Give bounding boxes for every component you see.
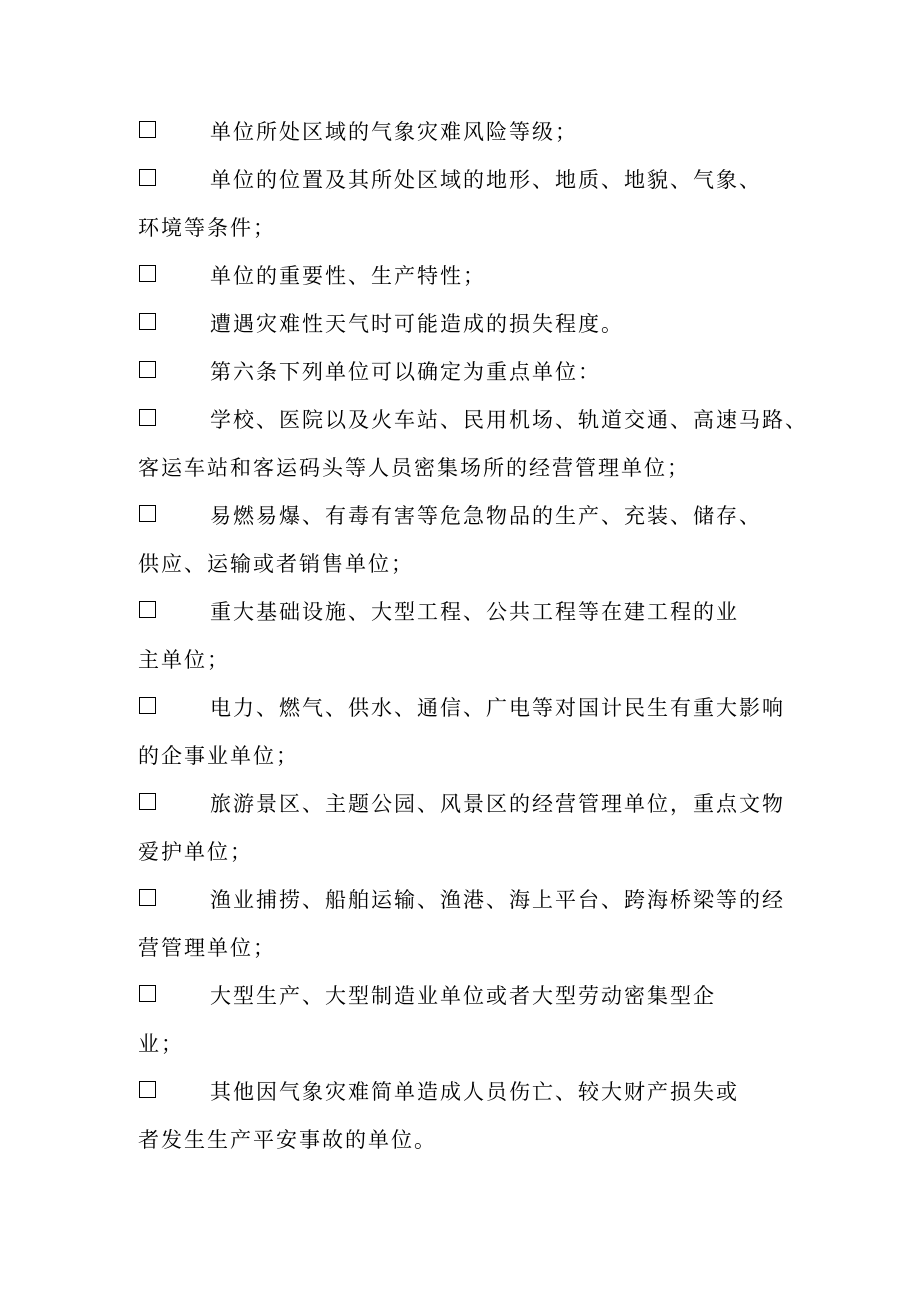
checklist-item-13: [138, 1068, 798, 1164]
item-text-line: 主单位；: [138, 648, 230, 672]
item-text-line: 客运车站和客运码头等人员密集场所的经营管理单位；: [138, 456, 690, 480]
item-text-line: 单位的位置及其所处区域的地形、地质、地貌、气象、: [210, 168, 762, 192]
checkbox-icon[interactable]: [139, 601, 156, 618]
checklist-item-5: [138, 348, 798, 396]
checkbox-icon[interactable]: [139, 505, 156, 522]
checklist-item-10: [138, 780, 798, 876]
checkbox-icon[interactable]: [139, 697, 156, 714]
item-text-line: 电力、燃气、供水、通信、广电等对国计民生有重大影响: [210, 696, 785, 720]
item-text-line: 旅游景区、主题公园、风景区的经营管理单位，重点文物: [210, 792, 785, 816]
checkbox-icon[interactable]: [139, 1081, 156, 1098]
checklist-item-9: [138, 684, 798, 780]
item-text-line: 学校、医院以及火车站、民用机场、轨道交通、高速马路、: [210, 408, 808, 432]
checklist-item-6: [138, 396, 808, 492]
item-text-line: 者发生生产平安事故的单位。: [138, 1128, 437, 1152]
checklist-item-11: [138, 876, 798, 972]
checkbox-icon[interactable]: [139, 985, 156, 1002]
item-text-line: 环境等条件；: [138, 216, 276, 240]
checkbox-icon[interactable]: [139, 313, 156, 330]
checkbox-icon[interactable]: [139, 361, 156, 378]
item-text-line: 单位所处区域的气象灾难风险等级；: [210, 120, 578, 144]
item-text-line: 其他因气象灾难简单造成人员伤亡、较大财产损失或: [210, 1080, 739, 1104]
item-text-line: 遭遇灾难性天气时可能造成的损失程度。: [210, 312, 624, 336]
item-text-line: 业；: [138, 1032, 184, 1056]
checkbox-icon[interactable]: [139, 793, 156, 810]
checklist-item-1: [138, 108, 798, 156]
checklist-item-4: [138, 300, 798, 348]
item-text-line: 营管理单位；: [138, 936, 276, 960]
item-text-line: 第六条下列单位可以确定为重点单位：: [210, 360, 601, 384]
item-text-line: 的企事业单位；: [138, 744, 299, 768]
checklist-item-12: [138, 972, 798, 1068]
checklist-item-8: [138, 588, 798, 684]
checkbox-icon[interactable]: [139, 409, 156, 426]
checkbox-icon[interactable]: [139, 121, 156, 138]
checklist-item-7: [138, 492, 798, 588]
item-text-line: 大型生产、大型制造业单位或者大型劳动密集型企: [210, 984, 716, 1008]
item-text-line: 重大基础设施、大型工程、公共工程等在建工程的业: [210, 600, 739, 624]
checklist-item-3: [138, 252, 798, 300]
checkbox-icon[interactable]: [139, 169, 156, 186]
checklist-item-2: [138, 156, 798, 252]
item-text-line: 供应、运输或者销售单位；: [138, 552, 414, 576]
checkbox-icon[interactable]: [139, 265, 156, 282]
checklist: [138, 108, 808, 1164]
item-text-line: 易燃易爆、有毒有害等危急物品的生产、充装、储存、: [210, 504, 762, 528]
checkbox-icon[interactable]: [139, 889, 156, 906]
item-text-line: 渔业捕捞、船舶运输、渔港、海上平台、跨海桥梁等的经: [210, 888, 785, 912]
item-text-line: 单位的重要性、生产特性；: [210, 264, 486, 288]
item-text-line: 爱护单位；: [138, 840, 253, 864]
